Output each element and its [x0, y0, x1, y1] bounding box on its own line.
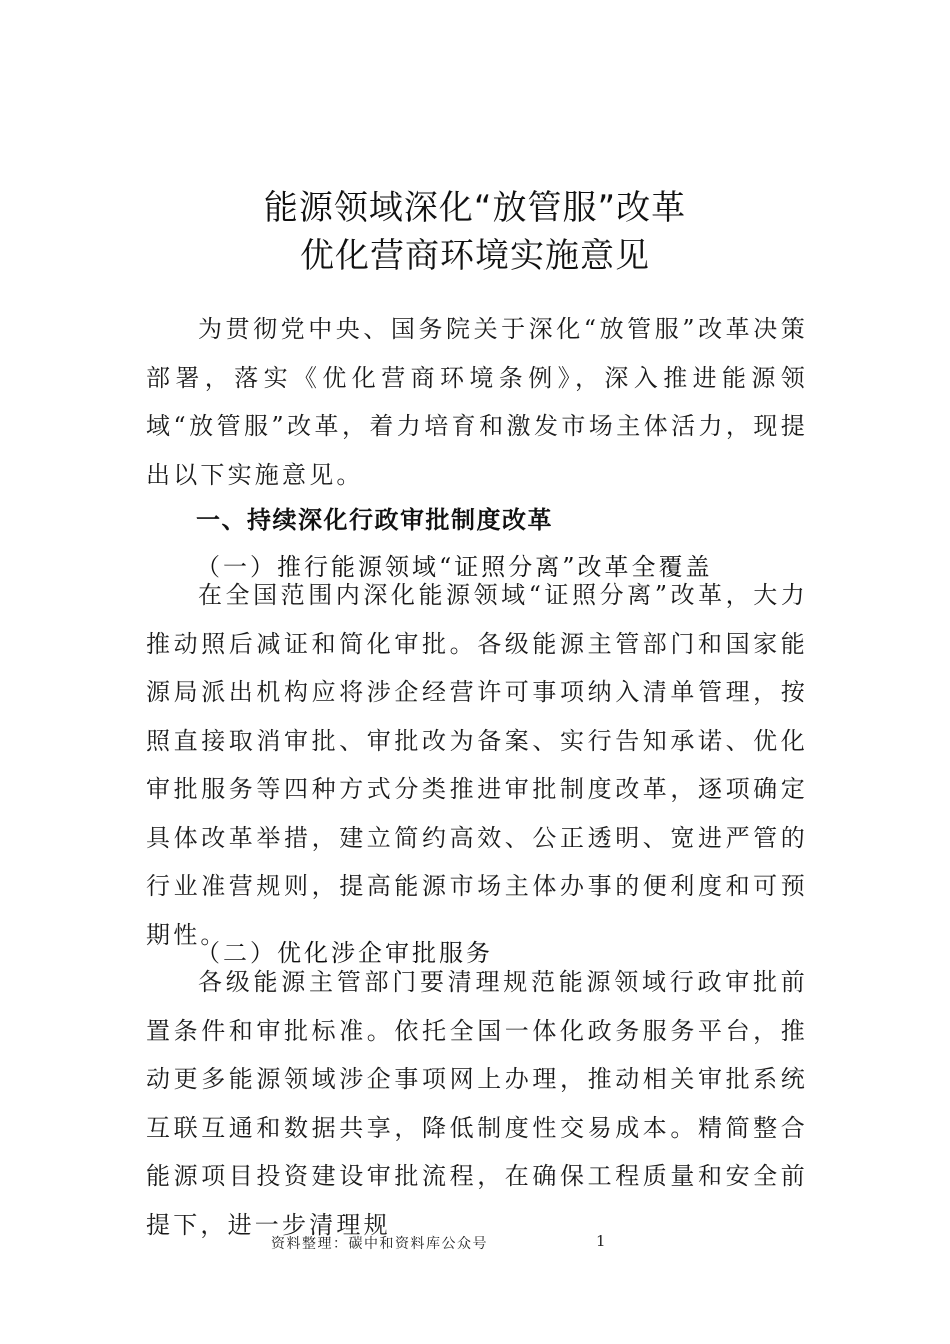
document-title-line-1: 能源领域深化“放管服”改革 — [263, 188, 687, 228]
section-1-heading: 一、持续深化行政审批制度改革 — [196, 506, 553, 534]
subsection-2-heading: （二）优化涉企审批服务 — [196, 939, 493, 967]
subsection-1-paragraph: 在全国范围内深化能源领域“证照分离”改革，大力推动照后减证和简化审批。各级能源主管部门和国家能源局派出机构应将涉企经营许可事项纳入清单管理，按照直接取消审批、审批改为备案、实行告知承诺、优化审批服务等四种方式分类推进审批制度改革，逐项确定具体改革举措，建立简约高效、公正透明、宽进严管的行业准营规则，提高能源市场主体办事的便利度和可预期性。 — [146, 581, 808, 949]
intro-paragraph: 为贯彻党中央、国务院关于深化“放管服”改革决策部署，落实《优化营商环境条例》，深入推进能源领域“放管服”改革，着力培育和激发市场主体活力，现提出以下实施意见。 — [146, 315, 808, 489]
subsection-2-paragraph: 各级能源主管部门要清理规范能源领域行政审批前置条件和审批标准。依托全国一体化政务服务平台，推动更多能源领域涉企事项网上办理，推动相关审批系统互联互通和数据共享，降低制度性交易成本。精简整合能源项目投资建设审批流程，在确保工程质量和安全前提下，进一步清理规 — [146, 968, 808, 1239]
footer-source: 资料整理：碳中和资料库公众号 — [271, 1236, 488, 1252]
subsection-1-heading: （一）推行能源领域“证照分离”改革全覆盖 — [196, 553, 713, 581]
document-title-line-2: 优化营商环境实施意见 — [300, 236, 650, 276]
page-number: 1 — [596, 1232, 606, 1250]
